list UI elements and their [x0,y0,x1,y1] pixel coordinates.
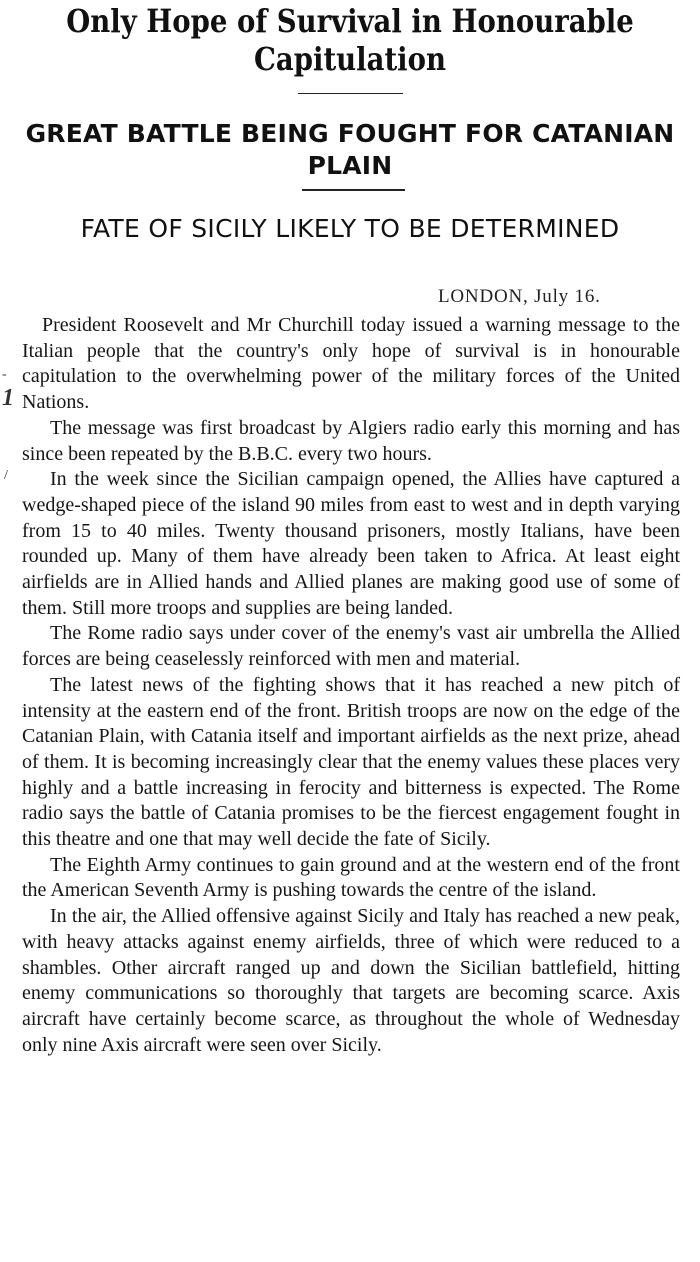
article-paragraph: The message was first broadcast by Algiers radio early this morning and has since been repeated by the B.B.C. every two hours. [22,416,680,465]
headline-line-1: Only Hope of Survival in Honourable [66,2,634,40]
margin-mark: / [4,468,8,483]
subheadline [0,118,700,182]
article-paragraph: The latest news of the fighting shows that it has reached a new pitch of intensity at the eastern end of the front. British troops are now on the edge of the Catanian Plain, with Catania itself and important airfields as the next prize, ahead of them. It is becoming increasingly clear that the enemy values these places very highly and a battle increasing in ferocity and bitterness is expected. The Rome radio says the battle of Catania promises to be the fiercest engagement fought in this theatre and one that may well decide the fate of Sicily. [22,673,680,851]
headline-divider [298,93,403,94]
margin-mark: - [2,367,7,382]
headline-line-2: Capitulation [254,40,446,78]
headline [49,2,651,78]
subheadline-divider [302,189,405,191]
subheadline-line-1: GREAT BATTLE BEING FOUGHT FOR CATANIAN [25,119,675,148]
article-paragraph: President Roosevelt and Mr Churchill today issued a warning message to the Italian people that the country's only hope of survival is in honourable capitulation to the overwhelming power of the military forces of the United Nations. [22,314,680,414]
article-body [22,313,680,1058]
subheadline-line-2: PLAIN [307,151,393,180]
article-paragraph: In the air, the Allied offensive against Sicily and Italy has reached a new peak, with heavy attacks against enemy airfields, three of which were reduced to a shambles. Other aircraft ranged up and down the Sicilian battlefield, hitting enemy communications so thoroughly that targets are becoming scarce. Axis aircraft have certainly become scarce, as throughout the whole of Wednesday only nine Axis aircraft were seen over Sicily. [22,905,680,1056]
article-paragraph: The Rome radio says under cover of the enemy's vast air umbrella the Allied forces are being ceaselessly reinforced with men and material. [22,622,680,671]
article-paragraph: In the week since the Sicilian campaign opened, the Allies have captured a wedge-shaped piece of the island 90 miles from east to west and in depth varying from 15 to 40 miles. Twenty thousand prisoners, mostly Italians, have been rounded up. Many of them have already been taken to Africa. At least eight airfields are in Allied hands and Allied planes are making good use of some of them. Still more troops and supplies are being landed. [22,468,680,619]
dateline: LONDON, July 16. [438,286,601,307]
article-paragraph: The Eighth Army continues to gain ground and at the western end of the front the American Seventh Army is pushing towards the centre of the island. [22,853,680,902]
deck-headline: FATE OF SICILY LIKELY TO BE DETERMINED [80,214,620,243]
margin-mark: 1 [2,385,14,411]
